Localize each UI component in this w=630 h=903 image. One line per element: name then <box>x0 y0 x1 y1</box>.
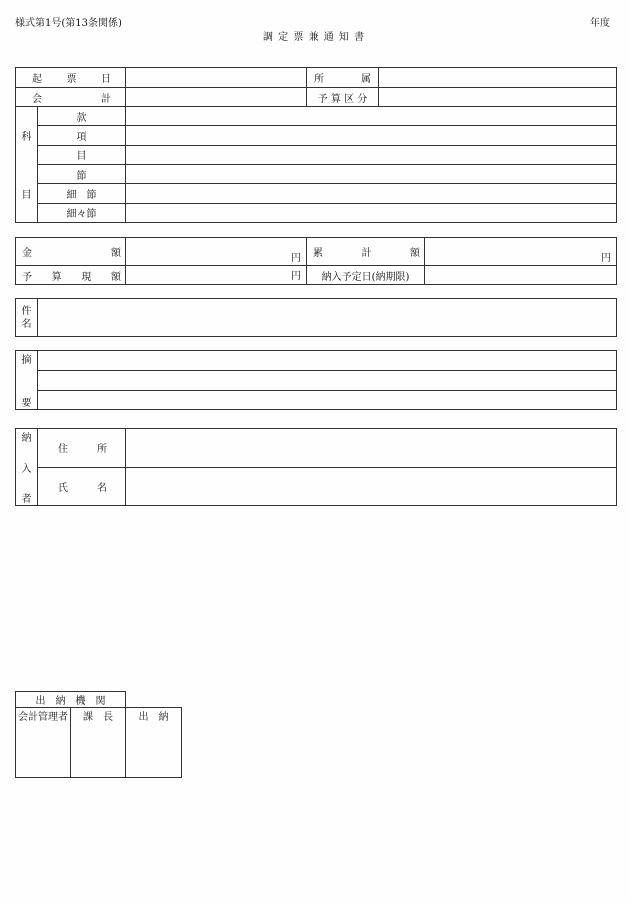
amount-field[interactable] <box>126 238 307 266</box>
kamoku-setsu-label: 節 <box>38 164 126 183</box>
kamoku-saisaisetsu-field[interactable] <box>126 203 617 222</box>
kamoku-label: 科 目 <box>16 107 38 223</box>
summary-line-1[interactable] <box>38 351 617 371</box>
kamoku-moku-field[interactable] <box>126 145 617 164</box>
amount-table <box>15 237 617 285</box>
fiscal-year-label: 年度 <box>590 18 610 29</box>
kamoku-setsu-field[interactable] <box>126 164 617 183</box>
payer-address-label: 住 所 <box>38 429 126 468</box>
yen-unit: 円 <box>601 253 611 264</box>
stamp-accounting-manager[interactable] <box>16 708 71 778</box>
issue-date-field[interactable] <box>126 68 307 88</box>
kamoku-kou-field[interactable] <box>126 126 617 145</box>
payer-name-label: 氏 名 <box>38 467 126 506</box>
kamoku-saisetsu-label: 細 節 <box>38 184 126 203</box>
yen-unit: 円 <box>291 271 301 282</box>
budget-category-label: 予 算 区 分 <box>307 88 379 107</box>
form-number: 様式第1号(第13条関係) <box>15 18 122 29</box>
treasury-header: 出 納 機 関 <box>16 692 126 708</box>
subject-field[interactable] <box>38 299 617 337</box>
budget-balance-label: 予 算 現 額 <box>16 266 126 285</box>
summary-label: 摘 要 <box>16 351 38 410</box>
payer-table <box>15 428 617 506</box>
kamoku-kan-label: 款 <box>38 107 126 126</box>
issue-date-label: 起 票 日 <box>16 68 126 88</box>
kamoku-kan-field[interactable] <box>126 107 617 126</box>
stamp-section-chief[interactable] <box>71 708 126 778</box>
kamoku-saisetsu-field[interactable] <box>126 184 617 203</box>
accounting-field[interactable] <box>126 88 307 107</box>
kamoku-moku-label: 目 <box>38 145 126 164</box>
budget-balance-field[interactable] <box>126 266 307 285</box>
cumulative-amount-field[interactable] <box>425 238 617 266</box>
payer-address-field[interactable] <box>126 429 617 468</box>
budget-category-field[interactable] <box>379 88 617 107</box>
section-chief-label: 課 長 <box>83 712 113 723</box>
payment-due-date-label: 納入予定日(納期限) <box>307 266 425 285</box>
kamoku-saisaisetsu-label: 細々節 <box>38 203 126 222</box>
payer-label: 納 入 者 <box>16 429 38 506</box>
department-label: 所 属 <box>307 68 379 88</box>
cumulative-amount-label: 累 計 額 <box>307 238 425 266</box>
payment-due-date-field[interactable] <box>425 266 617 285</box>
account-table <box>15 67 617 223</box>
amount-label: 金 額 <box>16 238 126 266</box>
document-title: 調 定 票 兼 通 知 書 <box>263 32 366 43</box>
summary-line-3[interactable] <box>38 390 617 409</box>
treasury-label: 出 納 <box>138 712 169 723</box>
yen-unit: 円 <box>291 253 301 264</box>
accounting-manager-label: 会計管理者 <box>18 712 68 723</box>
summary-table <box>15 350 617 410</box>
kamoku-kou-label: 項 <box>38 126 126 145</box>
stamp-table <box>15 691 182 778</box>
summary-line-2[interactable] <box>38 371 617 390</box>
subject-table <box>15 298 617 337</box>
subject-label: 件 名 <box>16 299 38 337</box>
accounting-label: 会 計 <box>16 88 126 107</box>
payer-name-field[interactable] <box>126 467 617 506</box>
department-field[interactable] <box>379 68 617 88</box>
stamp-treasury[interactable] <box>126 708 182 778</box>
